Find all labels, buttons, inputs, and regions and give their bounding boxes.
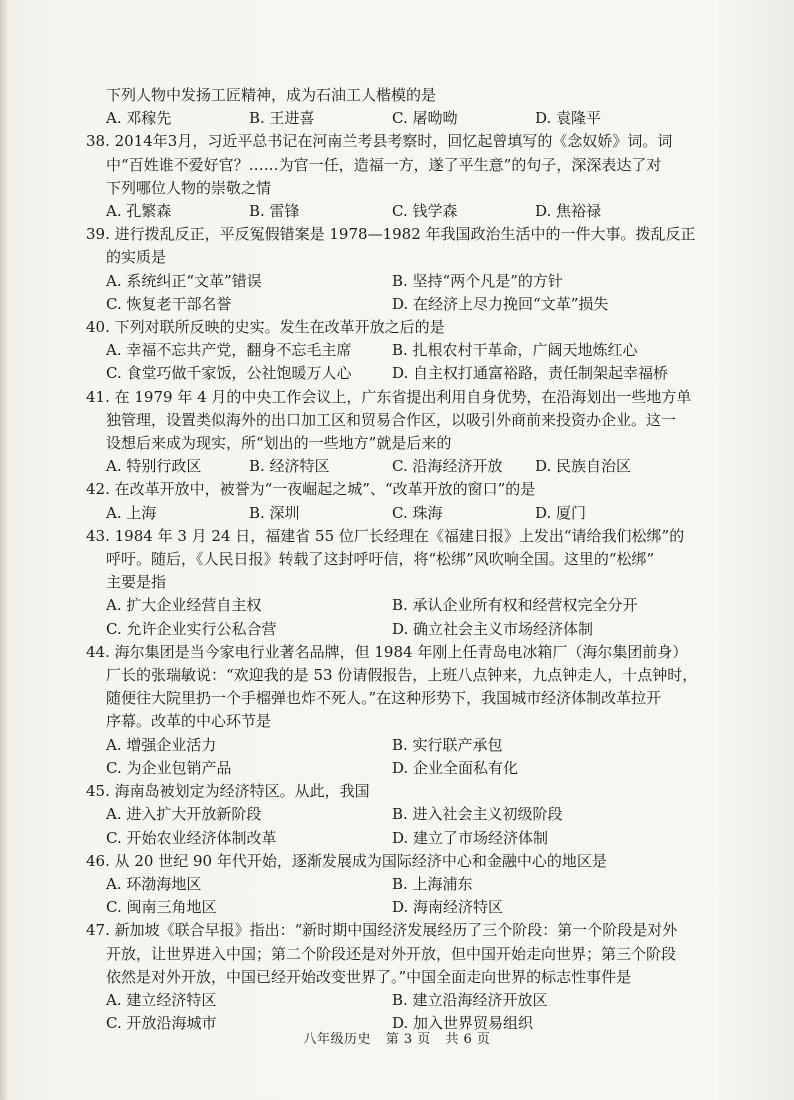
option-b: B. 坚持“两个凡是”的方针	[392, 271, 563, 290]
options-row	[86, 455, 686, 478]
option-c: C. 开放沿海城市	[106, 1014, 217, 1033]
option-b: B. 经济特区	[249, 457, 330, 476]
options-row	[86, 270, 686, 293]
option-a: A. 上海	[106, 503, 157, 522]
option-b: B. 扎根农村干革命，广阔天地炼红心	[392, 341, 638, 360]
question-stem-line: 独管理，设置类似海外的出口加工区和贸易合作区，以吸引外商前来投资办企业。这一	[106, 410, 677, 429]
options-row	[86, 757, 686, 780]
option-a: A. 环渤海地区	[106, 874, 202, 893]
question-stem-line: 随便往大院里扔一个手榴弹也炸不死人。”在这种形势下，我国城市经济体制改革拉开	[106, 689, 662, 708]
options-row	[86, 339, 686, 362]
option-c: C. 屠呦呦	[392, 109, 458, 128]
question-stem-line: 厂长的张瑞敏说：“欢迎我的是 53 份请假报告，上班八点钟来，九点钟走人，十点钟时，	[106, 666, 698, 685]
option-d: D. 确立社会主义市场经济体制	[392, 619, 594, 638]
option-d: D. 焦裕禄	[535, 202, 602, 221]
question-stem-line: 主要是指	[106, 573, 167, 592]
option-a: A. 增强企业活力	[106, 735, 217, 754]
option-a: A. 建立经济特区	[106, 990, 217, 1009]
option-b: B. 建立沿海经济开放区	[392, 990, 548, 1009]
question-46	[86, 850, 686, 920]
options-row	[86, 989, 686, 1012]
question-42	[86, 478, 686, 524]
option-c: C. 开始农业经济体制改革	[106, 828, 277, 847]
option-a: A. 特别行政区	[106, 457, 202, 476]
options-row	[86, 873, 686, 896]
option-d: D. 企业全面私有化	[392, 758, 519, 777]
footer-page-number: 第 3 页	[385, 1032, 431, 1047]
question-stem-line: 46. 从 20 世纪 90 年代开始，逐渐发展成为国际经济中心和金融中心的地区是	[86, 851, 607, 870]
options-row	[86, 200, 686, 223]
question-39	[86, 223, 696, 316]
option-c: C. 珠海	[392, 503, 443, 522]
question-stem-line: 41. 在 1979 年 4 月的中央工作会议上，广东省提出利用自身优势，在沿海划出一些地方单	[86, 387, 692, 406]
question-stem-line: 38. 2014年3月，习近平总书记在河南兰考县考察时，回忆起曾填写的《念奴娇》词。词	[86, 132, 673, 151]
question-stem-line: 呼吁。随后，《人民日报》转载了这封呼吁信，将“松绑”风吹响全国。这里的“松绑”	[106, 550, 655, 569]
question-41	[86, 386, 692, 479]
options-row	[86, 107, 686, 130]
question-stem-line: 的实质是	[106, 248, 167, 267]
option-c: C. 食堂巧做千家饭，公社饱暖万人心	[106, 364, 352, 383]
question-stem-line: 中“百姓谁不爱好官？……为官一任，造福一方，遂了平生意”的句子，深深表达了对	[106, 155, 662, 174]
question-40	[86, 316, 686, 386]
question-47	[86, 919, 686, 1035]
option-b: B. 王进喜	[249, 109, 315, 128]
option-c: C. 钱学森	[392, 202, 458, 221]
question-stem-line: 设想后来成为现实，所“划出的一些地方”就是后来的	[106, 434, 452, 453]
option-d: D. 民族自治区	[535, 457, 632, 476]
options-row	[86, 734, 686, 757]
option-d: D. 自主权打通富裕路，责任制架起幸福桥	[392, 364, 669, 383]
option-d: D. 建立了市场经济体制	[392, 828, 549, 847]
options-row	[86, 362, 686, 385]
scan-edge-shadow	[0, 0, 8, 1100]
question-44	[86, 641, 698, 780]
option-b: B. 深圳	[249, 503, 300, 522]
question-stem-line: 45. 海南岛被划定为经济特区。从此，我国	[86, 782, 370, 801]
option-d: D. 海南经济特区	[392, 898, 504, 917]
question-stem-line: 40. 下列对联所反映的史实。发生在改革开放之后的是	[86, 318, 445, 337]
question-stem-line: 43. 1984 年 3 月 24 日，福建省 55 位厂长经理在《福建日报》上发出“请给我们松绑”的	[86, 526, 685, 545]
question-37	[86, 84, 686, 130]
option-a: A. 系统纠正“文革”错误	[106, 271, 262, 290]
question-38	[86, 130, 686, 223]
options-row	[86, 803, 686, 826]
question-stem-line: 依然是对外开放，中国已经开始改变世界了。”中国全面走向世界的标志性事件是	[106, 967, 632, 986]
option-d: D. 袁隆平	[535, 109, 602, 128]
options-row	[86, 896, 686, 919]
option-b: B. 上海浦东	[392, 874, 473, 893]
option-b: B. 承认企业所有权和经营权完全分开	[392, 596, 638, 615]
question-43	[86, 525, 686, 641]
footer-subject: 八年级历史	[303, 1032, 372, 1047]
option-a: A. 进入扩大开放新阶段	[106, 805, 262, 824]
option-d: D. 厦门	[535, 503, 587, 522]
options-row	[86, 618, 686, 641]
question-stem-line: 下列哪位人物的崇敬之情	[106, 178, 272, 197]
option-c: C. 沿海经济开放	[392, 457, 503, 476]
question-stem-line: 开放，让世界进入中国；第二个阶段还是对外开放，但中国开始走向世界；第三个阶段	[106, 944, 677, 963]
footer-total-pages: 共 6 页	[445, 1032, 491, 1047]
question-stem-line: 42. 在改革开放中，被誉为“一夜崛起之城”、“改革开放的窗口”的是	[86, 480, 536, 499]
option-d: D. 加入世界贸易组织	[392, 1014, 534, 1033]
question-stem-line: 39. 进行拨乱反正，平反冤假错案是 1978—1982 年我国政治生活中的一件大事。拨乱反正	[86, 225, 696, 244]
question-stem-line: 序幕。改革的中心环节是	[106, 712, 272, 731]
option-c: C. 允许企业实行公私合营	[106, 619, 277, 638]
option-b: B. 实行联产承包	[392, 735, 503, 754]
page-footer	[0, 1028, 794, 1047]
question-stem-line: 44. 海尔集团是当今家电行业著名品牌，但 1984 年刚上任青岛电冰箱厂（海尔集团前身）	[86, 642, 688, 661]
options-row	[86, 502, 686, 525]
question-stem-line: 47. 新加坡《联合早报》指出：“新时期中国经济发展经历了三个阶段：第一个阶段是对外	[86, 921, 678, 940]
option-a: A. 幸福不忘共产党，翻身不忘毛主席	[106, 341, 352, 360]
options-row	[86, 594, 686, 617]
question-list	[86, 84, 698, 1035]
option-b: B. 雷锋	[249, 202, 300, 221]
options-row	[86, 827, 686, 850]
question-45	[86, 780, 686, 850]
option-c: C. 为企业包销产品	[106, 758, 232, 777]
option-a: A. 邓稼先	[106, 109, 172, 128]
option-c: C. 恢复老干部名誉	[106, 294, 232, 313]
options-row	[86, 293, 686, 316]
question-stem-line: 下列人物中发扬工匠精神，成为石油工人楷模的是	[106, 86, 437, 104]
option-a: A. 孔繁森	[106, 202, 172, 221]
option-d: D. 在经济上尽力挽回“文革”损失	[392, 294, 609, 313]
option-a: A. 扩大企业经营自主权	[106, 596, 262, 615]
option-c: C. 闽南三角地区	[106, 898, 217, 917]
option-b: B. 进入社会主义初级阶段	[392, 805, 563, 824]
